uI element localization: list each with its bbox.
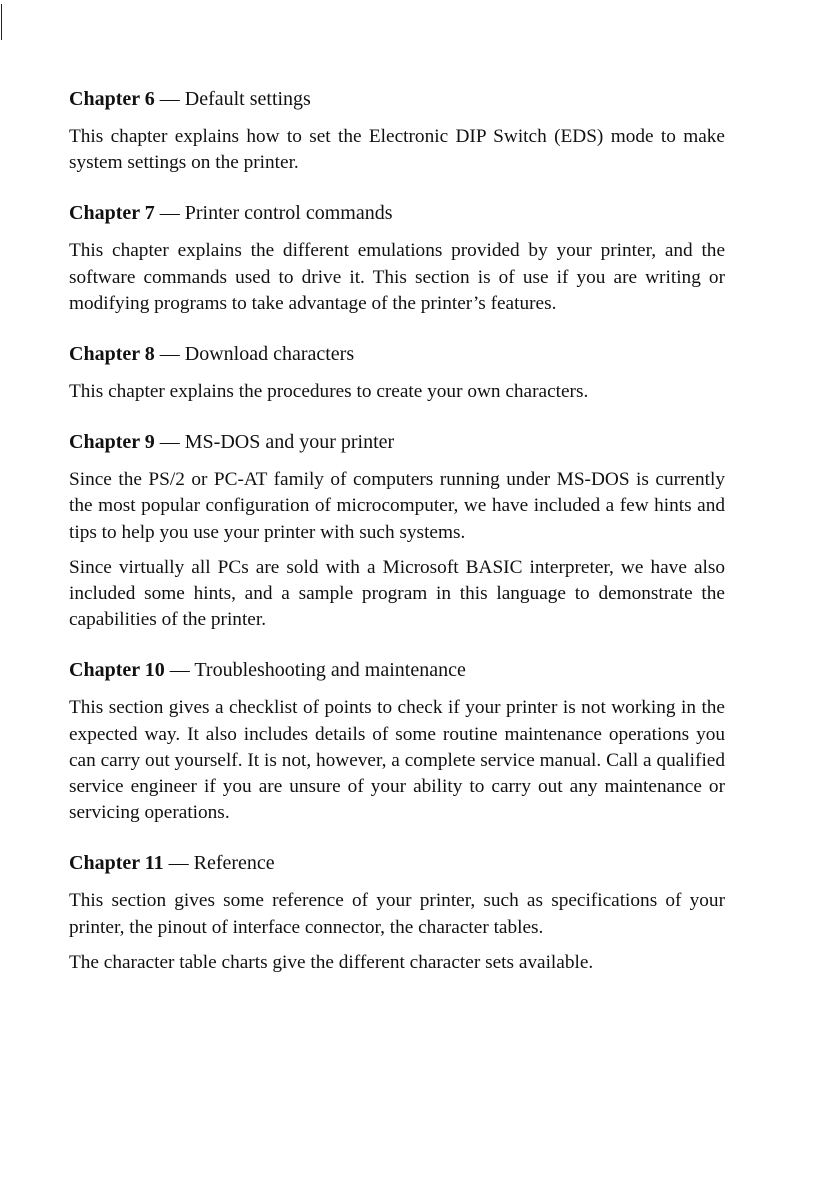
chapter-heading (69, 86, 725, 112)
em-dash: — (169, 659, 190, 682)
chapter-number: Chapter 6 (69, 88, 155, 110)
chapter-number: Chapter 10 (69, 659, 165, 682)
chapter-paragraph: This chapter explains how to set the Electronic DIP Switch (EDS) mode to make system settings on the printer. (69, 126, 725, 174)
chapter-paragraph: This section gives a checklist of points to check if your printer is not working in the expected way. It also includes details of some routine maintenance operations you can carry out yourself. It is not, however, a complete service manual. Call a qualified service engineer if you are unsure of your ability to carry out any maintenance or servicing operations. (69, 697, 725, 824)
em-dash: — (168, 852, 189, 875)
chapter-title: Printer control commands (184, 202, 393, 225)
chapter-6-section (69, 86, 725, 176)
chapter-paragraph: This chapter explains the different emulations provided by your printer, and the software commands used to drive it. This section is of use if you are writing or modifying programs to take advantage of the printer’s features. (69, 240, 725, 314)
chapter-title: Download characters (184, 343, 355, 366)
chapter-paragraph: Since the PS/2 or PC-AT family of computers running under MS-DOS is currently the most popular configuration of microcomputer, we have included a few hints and tips to help you use your printer with such systems. (69, 469, 725, 543)
em-dash: — (159, 343, 180, 366)
em-dash: — (159, 88, 180, 110)
chapter-9-section (69, 429, 725, 633)
chapter-title: MS-DOS and your printer (184, 431, 395, 454)
chapter-paragraph: The character table charts give the different character sets available. (69, 951, 594, 973)
chapter-title: Troubleshooting and maintenance (194, 659, 466, 682)
chapter-title: Default settings (184, 88, 311, 110)
chapter-heading (69, 341, 725, 367)
chapter-heading (69, 850, 725, 876)
document-page (69, 86, 725, 1000)
chapter-number: Chapter 9 (69, 431, 155, 454)
chapter-title: Reference (193, 852, 275, 875)
chapter-10-section (69, 657, 725, 826)
chapter-7-section (69, 200, 725, 317)
chapter-heading (69, 200, 725, 226)
chapter-paragraph: This chapter explains the procedures to create your own characters. (69, 381, 589, 403)
chapter-8-section (69, 341, 725, 405)
chapter-number: Chapter 7 (69, 202, 155, 225)
chapter-paragraph: Since virtually all PCs are sold with a Microsoft BASIC interpreter, we have also included some hints, and a sample program in this language to demonstrate the capabilities of the printer. (69, 556, 725, 631)
chapter-11-section (69, 850, 725, 976)
em-dash: — (159, 202, 180, 225)
em-dash: — (159, 431, 180, 454)
chapter-heading (69, 657, 725, 683)
chapter-paragraph: This section gives some reference of your printer, such as specifications of your printer, the pinout of interface connector, the character tables. (69, 890, 725, 938)
chapter-heading (69, 429, 725, 455)
scan-edge-mark (1, 4, 2, 40)
chapter-number: Chapter 11 (69, 852, 164, 875)
chapter-number: Chapter 8 (69, 343, 155, 366)
